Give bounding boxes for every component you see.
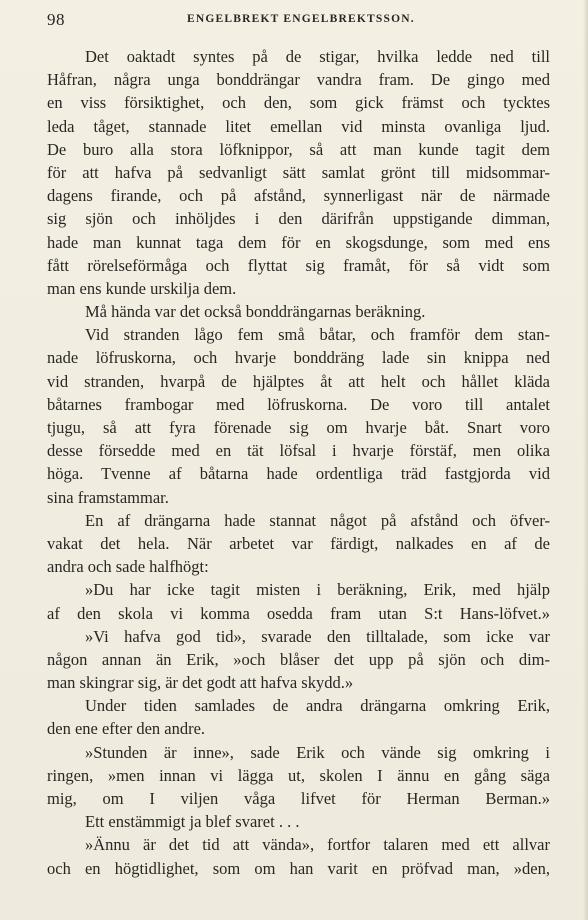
text-line: man ens kunde urskilja dem. xyxy=(47,278,237,298)
text-line: vakat det hela. När arbetet var färdigt, nalkades en af de xyxy=(47,533,550,553)
text-line: »Du har icke tagit misten i beräkning, Erik, med hjälp xyxy=(85,580,550,600)
text-line: En af drängarna hade stannat något på afstånd och öfver- xyxy=(85,510,550,530)
text-line: »Vi hafva god tid», svarade den tilltalade, som icke var xyxy=(85,626,550,646)
text-line: fått rörelseförmåga och flyttat sig framåt, för så vidt som xyxy=(47,255,550,275)
text-line: tjugu, så att fyra förenade sig om hvarje båt. Snart voro xyxy=(47,418,550,437)
text-line: sina framstammar. xyxy=(47,487,169,507)
page-edge-shadow xyxy=(583,0,588,920)
text-line: nade löfruskorna, och hvarje bonddräng lade sin knippa ned xyxy=(47,348,550,368)
running-head: ENGELBREKT ENGELBREKTSSON. xyxy=(187,13,415,25)
text-line: Under tiden samlades de andra drängarna omkring Erik, xyxy=(85,696,550,716)
text-line: Vid stranden lågo fem små båtar, och framför dem stan- xyxy=(85,325,550,345)
text-line: De buro alla stora löfknippor, så att man kunde tagit dem xyxy=(47,139,550,159)
text-line: höga. Tvenne af båtarna hade ordentliga träd fastgjorda vid xyxy=(47,464,550,484)
text-line: någon annan än Erik, »och blåser det upp på sjön och dim- xyxy=(47,649,550,669)
text-line: leda tåget, stannade litet emellan vid minsta ovanliga ljud. xyxy=(47,116,550,136)
text-line: sig sjön och inhöljdes i den därifrån uppstigande dimman, xyxy=(47,209,550,229)
text-line: Må hända var det också bonddrängarnas beräkning. xyxy=(85,302,426,322)
page-header xyxy=(47,10,549,30)
text-line: man skingrar sig, är det godt att hafva skydd.» xyxy=(47,673,354,693)
text-line: vid stranden, hvarpå de hjälptes åt att helt och hållet kläda xyxy=(47,371,550,391)
text-line: ringen, »men innan vi lägga ut, skolen I ännu en gång säga xyxy=(47,765,550,785)
text-line: Det oaktadt syntes på de stigar, hvilka ledde ned till xyxy=(85,47,550,66)
text-line: hade man kunnat taga dem för en skogsdunge, som med ens xyxy=(47,232,550,252)
text-line: Ett enstämmigt ja blef svaret . . . xyxy=(85,812,300,832)
text-line: och en högtidlighet, som om han varit en pröfvad man, »den, xyxy=(47,858,550,878)
text-line: mig, om I viljen våga lifvet för Herman Berman.» xyxy=(47,789,550,808)
text-line: dagens firande, och på afstånd, synnerligast när de närmade xyxy=(47,186,550,206)
text-line: af den skola vi komma osedda fram utan S:t Hans-löfvet.» xyxy=(47,603,550,623)
text-line: båtarnes frambogar med löfruskorna. De voro till antalet xyxy=(47,394,550,414)
text-line: »Ännu är det tid att vända», fortfor talaren med ett allvar xyxy=(85,835,550,855)
text-line: för att hafva på sedvanligt sätt samlat grönt till midsommar- xyxy=(47,162,550,182)
text-line: en viss försiktighet, och den, som gick främst och tycktes xyxy=(47,93,550,113)
text-line: Håfran, några unga bonddrängar vandra fram. De gingo med xyxy=(47,70,550,90)
text-line: andra och sade halfhögt: xyxy=(47,557,209,577)
text-line: »Stunden är inne», sade Erik och vände sig omkring i xyxy=(85,742,550,762)
text-line: desse försedde med en tät löfsal i hvarje förstäf, men olika xyxy=(47,441,550,461)
body-text xyxy=(47,45,550,880)
text-line: den ene efter den andre. xyxy=(47,719,206,739)
page-number: 98 xyxy=(47,10,65,29)
